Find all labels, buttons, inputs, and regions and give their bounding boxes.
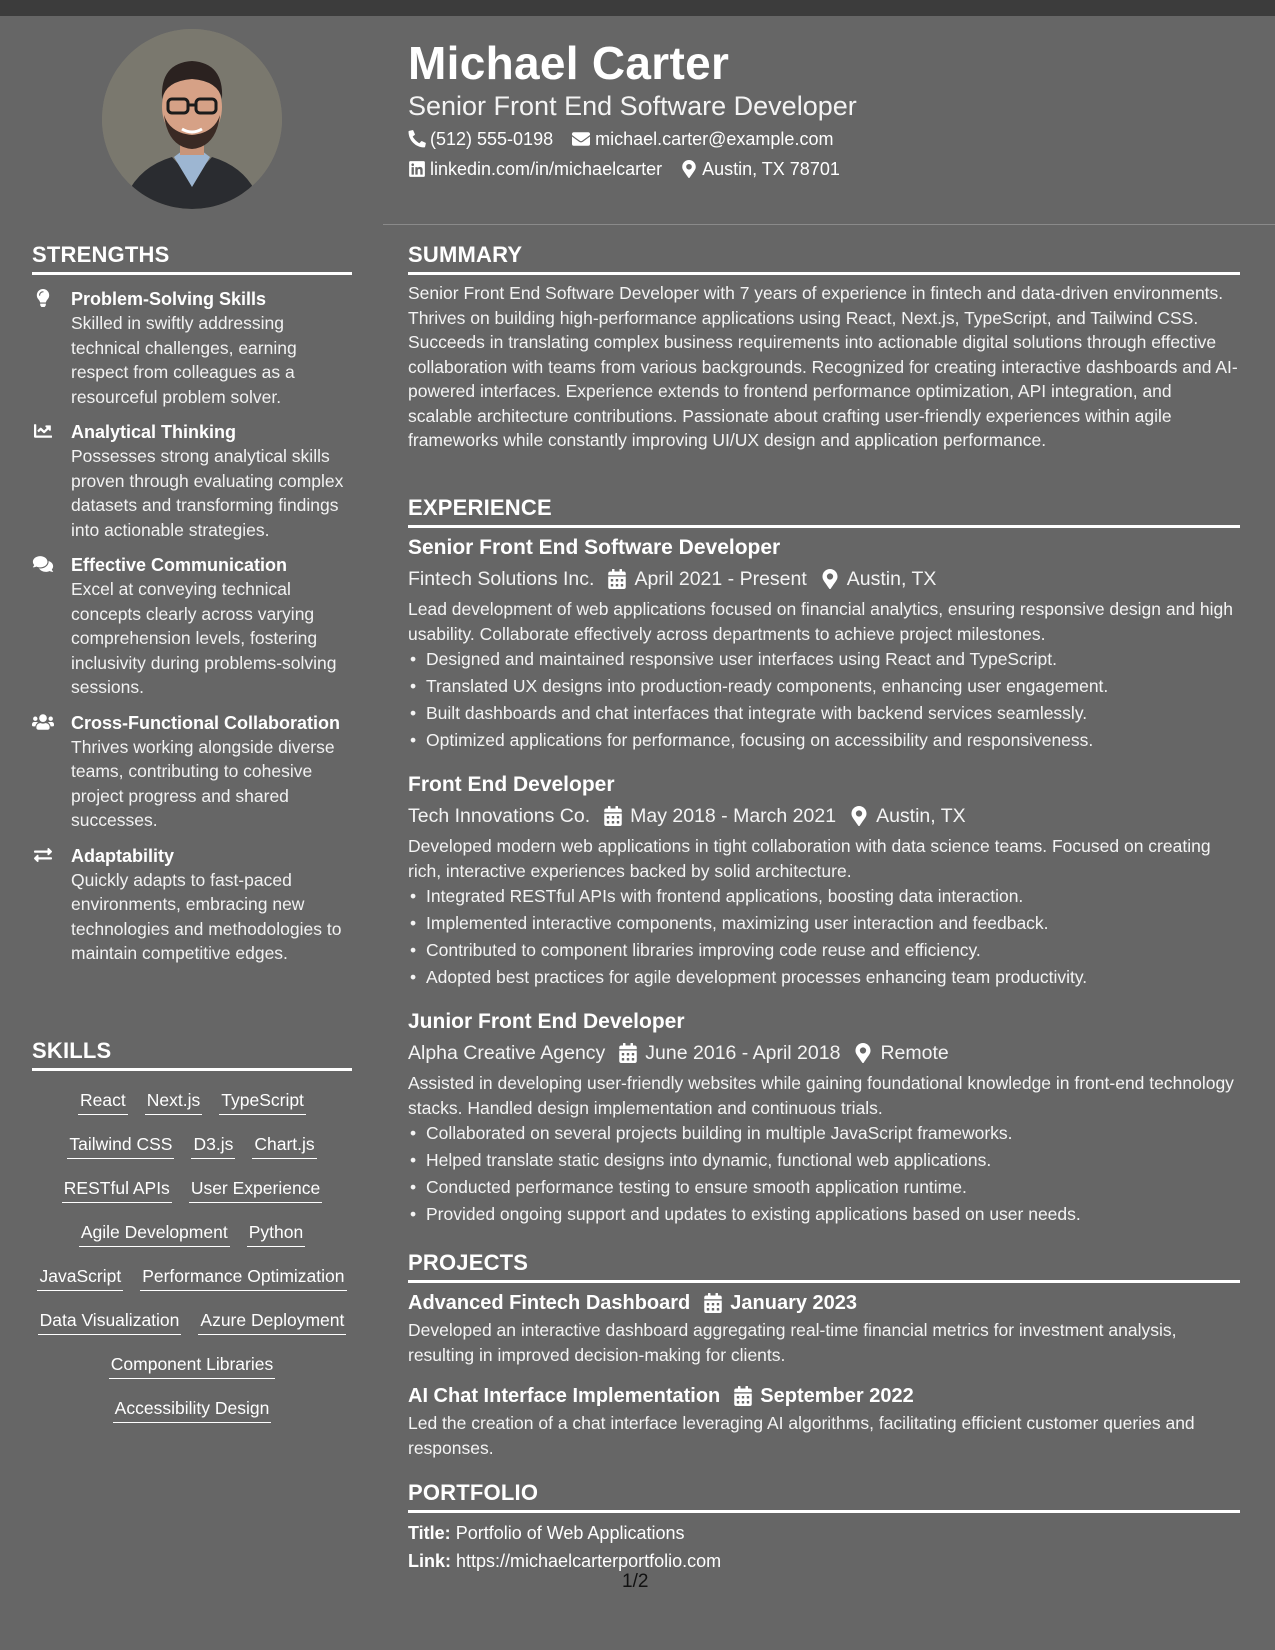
job-meta	[408, 803, 1240, 829]
skill-tag: Chart.js	[252, 1130, 316, 1159]
strength-title: Problem-Solving Skills	[71, 289, 267, 309]
experience-entry	[408, 1009, 1240, 1228]
skills-list	[32, 1086, 352, 1423]
job-bullet: • Collaborated on several projects building in multiple JavaScript frameworks.	[408, 1120, 1240, 1147]
phone-icon	[408, 130, 426, 148]
job-dates: June 2016 - April 2018	[645, 1042, 841, 1064]
skill-tag: Tailwind CSS	[67, 1130, 174, 1159]
projects-rule	[408, 1280, 1240, 1283]
strengths-heading: STRENGTHS	[32, 242, 170, 267]
job-title: Senior Front End Software Developer	[408, 536, 781, 559]
job-location: Austin, TX	[846, 568, 937, 590]
skill-tag: D3.js	[191, 1130, 235, 1159]
strength-title: Cross-Functional Collaboration	[71, 712, 341, 733]
calendar-icon	[619, 1043, 637, 1063]
envelope-icon	[571, 130, 591, 148]
project-header	[408, 1383, 1240, 1409]
portfolio-title-line	[408, 1519, 1240, 1547]
skill-tag: TypeScript	[219, 1086, 306, 1115]
portfolio-link-line	[408, 1547, 1240, 1575]
skill-tag: RESTful APIs	[62, 1174, 172, 1203]
summary-rule	[408, 272, 1240, 275]
strength-item	[32, 844, 352, 966]
project-name: AI Chat Interface Implementation	[408, 1385, 721, 1407]
job-dates: April 2021 - Present	[634, 568, 807, 590]
linkedin-contact[interactable]	[408, 158, 662, 180]
skills-heading: SKILLS	[32, 1038, 112, 1063]
strength-title: Analytical Thinking	[71, 422, 237, 442]
skill-tag: Python	[247, 1218, 305, 1247]
portfolio-title-value: Portfolio of Web Applications	[455, 1523, 685, 1543]
skill-tag: JavaScript	[37, 1262, 123, 1291]
strength-description: Thrives working alongside diverse teams, contributing to cohesive project progress and shared successes.	[71, 736, 335, 830]
experience-entry	[408, 535, 1240, 754]
job-bullets	[408, 1120, 1240, 1228]
skill-tag: Agile Development	[79, 1218, 230, 1247]
email-contact[interactable]	[571, 128, 833, 150]
candidate-title: Senior Front End Software Developer	[408, 91, 857, 121]
strength-description: Excel at conveying technical concepts clearly across varying comprehension levels, fostering inclusivity during problems-solving sessions.	[71, 579, 337, 697]
portfolio-block	[408, 1519, 1240, 1575]
job-description: Developed modern web applications in tight collaboration with data science teams. Focused on creating rich, interactive experiences backed by solid architecture.	[408, 836, 1211, 881]
header-divider	[383, 224, 1275, 225]
map-marker-icon	[850, 806, 868, 826]
portfolio-title-label: Title:	[408, 1523, 451, 1543]
job-bullet: • Helped translate static designs into dynamic, functional web applications.	[408, 1147, 1240, 1174]
skill-tag: Performance Optimization	[140, 1262, 346, 1291]
job-title: Junior Front End Developer	[408, 1010, 685, 1033]
portfolio-link[interactable]: https://michaelcarterportfolio.com	[456, 1551, 722, 1571]
experience-heading: EXPERIENCE	[408, 495, 552, 520]
calendar-icon	[608, 569, 626, 589]
calendar-icon	[734, 1386, 752, 1406]
project-name: Advanced Fintech Dashboard	[408, 1292, 691, 1314]
experience-entry	[408, 772, 1240, 991]
skills-rule	[32, 1068, 352, 1071]
calendar-icon	[704, 1293, 722, 1313]
candidate-name: Michael Carter	[408, 37, 730, 89]
profile-photo-illustration	[102, 29, 282, 209]
job-bullet: • Designed and maintained responsive user interfaces using React and TypeScript.	[408, 646, 1240, 673]
contact-row-2	[408, 158, 840, 180]
calendar-icon	[604, 806, 622, 826]
strength-item	[32, 287, 352, 409]
strength-title: Effective Communication	[71, 555, 288, 575]
projects-heading: PROJECTS	[408, 1250, 529, 1275]
profile-photo	[102, 29, 282, 209]
location-contact	[680, 158, 840, 180]
job-bullet: • Translated UX designs into production-ready components, enhancing user engagement.	[408, 673, 1240, 700]
portfolio-rule	[408, 1510, 1240, 1513]
project-entry	[408, 1383, 1240, 1460]
lightbulb-icon	[32, 289, 54, 309]
job-description: Assisted in developing user-friendly websites while gaining foundational knowledge in front-end technology stacks. Handled design implementation and continuous trials.	[408, 1073, 1234, 1118]
comments-icon	[32, 555, 54, 575]
job-location: Austin, TX	[876, 805, 966, 827]
job-meta	[408, 566, 1240, 592]
strength-item	[32, 711, 352, 833]
strength-item	[32, 420, 352, 542]
project-date: September 2022	[760, 1385, 914, 1407]
job-title: Front End Developer	[408, 773, 615, 796]
job-location: Remote	[880, 1042, 949, 1064]
location-text: Austin, TX 78701	[702, 159, 840, 179]
job-company: Tech Innovations Co.	[408, 805, 591, 827]
experience-rule	[408, 525, 1240, 528]
map-marker-icon	[680, 160, 698, 178]
job-company: Fintech Solutions Inc.	[408, 568, 595, 590]
project-description: Led the creation of a chat interface leveraging AI algorithms, facilitating efficient customer queries and responses.	[408, 1413, 1195, 1458]
summary-text: Senior Front End Software Developer with 7 years of experience in fintech and data-driven environments. Thrives on building high-performance applications using React, Next.js, TypeScript, and Tailwind CSS. Succeeds in translating complex business requirements into actionable digital solutions through effective collaboration with teams from various backgrounds. Recognized for creating interactive dashboards and AI-powered interfaces. Experience extends to frontend performance optimization, API integration, and scalable architecture contributions. Passionate about crafting user-friendly experiences within agile frameworks while constantly improving UI/UX design and application performance.	[408, 283, 1238, 450]
skill-tag: Data Visualization	[38, 1306, 182, 1335]
job-bullet: • Built dashboards and chat interfaces that integrate with backend services seamlessly.	[408, 700, 1240, 727]
page-indicator: 1/2	[622, 1571, 649, 1592]
portfolio-heading: PORTFOLIO	[408, 1480, 539, 1505]
job-bullet: • Implemented interactive components, maximizing user interaction and feedback.	[408, 910, 1240, 937]
skill-tag: User Experience	[189, 1174, 322, 1203]
map-marker-icon	[821, 569, 839, 589]
linkedin-icon	[408, 160, 426, 178]
contact-row-1	[408, 128, 833, 150]
job-company: Alpha Creative Agency	[408, 1042, 606, 1064]
job-bullets	[408, 883, 1240, 991]
project-date: January 2023	[730, 1292, 858, 1314]
users-icon	[32, 713, 54, 733]
job-bullet: • Provided ongoing support and updates to existing applications based on user needs.	[408, 1201, 1240, 1228]
skill-tag: Azure Deployment	[198, 1306, 346, 1335]
job-description: Lead development of web applications focused on financial analytics, ensuring responsive design and high usability. Collaborate effectively across departments to achieve project milestones.	[408, 599, 1233, 644]
skill-tag: Component Libraries	[109, 1350, 275, 1379]
job-bullet: • Conducted performance testing to ensure smooth application runtime.	[408, 1174, 1240, 1201]
job-bullet: • Optimized applications for performance, focusing on accessibility and responsiveness.	[408, 727, 1240, 754]
exchange-icon	[32, 846, 54, 866]
skill-tag: React	[78, 1086, 128, 1115]
job-bullets	[408, 646, 1240, 754]
project-header	[408, 1290, 1240, 1316]
summary-heading: SUMMARY	[408, 242, 523, 267]
email-text: michael.carter@example.com	[595, 129, 834, 149]
phone-text: (512) 555-0198	[430, 129, 554, 149]
job-meta	[408, 1040, 1240, 1066]
job-bullet: • Adopted best practices for agile development processes enhancing team productivity.	[408, 964, 1240, 991]
strengths-list	[32, 287, 352, 977]
project-entry	[408, 1290, 1240, 1367]
top-bar	[0, 0, 1275, 16]
portfolio-link-label: Link:	[408, 1551, 451, 1571]
linkedin-text: linkedin.com/in/michaelcarter	[430, 159, 663, 179]
strength-description: Possesses strong analytical skills proven through evaluating complex datasets and transforming findings into actionable strategies.	[71, 446, 344, 540]
map-marker-icon	[854, 1043, 872, 1063]
job-bullet: • Contributed to component libraries improving code reuse and efficiency.	[408, 937, 1240, 964]
job-dates: May 2018 - March 2021	[630, 805, 837, 827]
chart-line-icon	[32, 422, 54, 442]
strength-item	[32, 553, 352, 700]
strengths-rule	[32, 272, 352, 275]
strength-title: Adaptability	[71, 845, 175, 866]
strength-description: Quickly adapts to fast-paced environments, embracing new technologies and methodologies to maintain competitive edges.	[71, 869, 342, 963]
job-bullet: • Integrated RESTful APIs with frontend applications, boosting data interaction.	[408, 883, 1240, 910]
phone-contact[interactable]	[408, 128, 553, 150]
skill-tag: Accessibility Design	[113, 1394, 272, 1423]
project-description: Developed an interactive dashboard aggregating real-time financial metrics for investment analysis, resulting in improved decision-making for clients.	[408, 1320, 1177, 1365]
strength-description: Skilled in swiftly addressing technical challenges, earning respect from colleagues as a resourceful problem solver.	[71, 313, 297, 407]
skill-tag: Next.js	[145, 1086, 202, 1115]
